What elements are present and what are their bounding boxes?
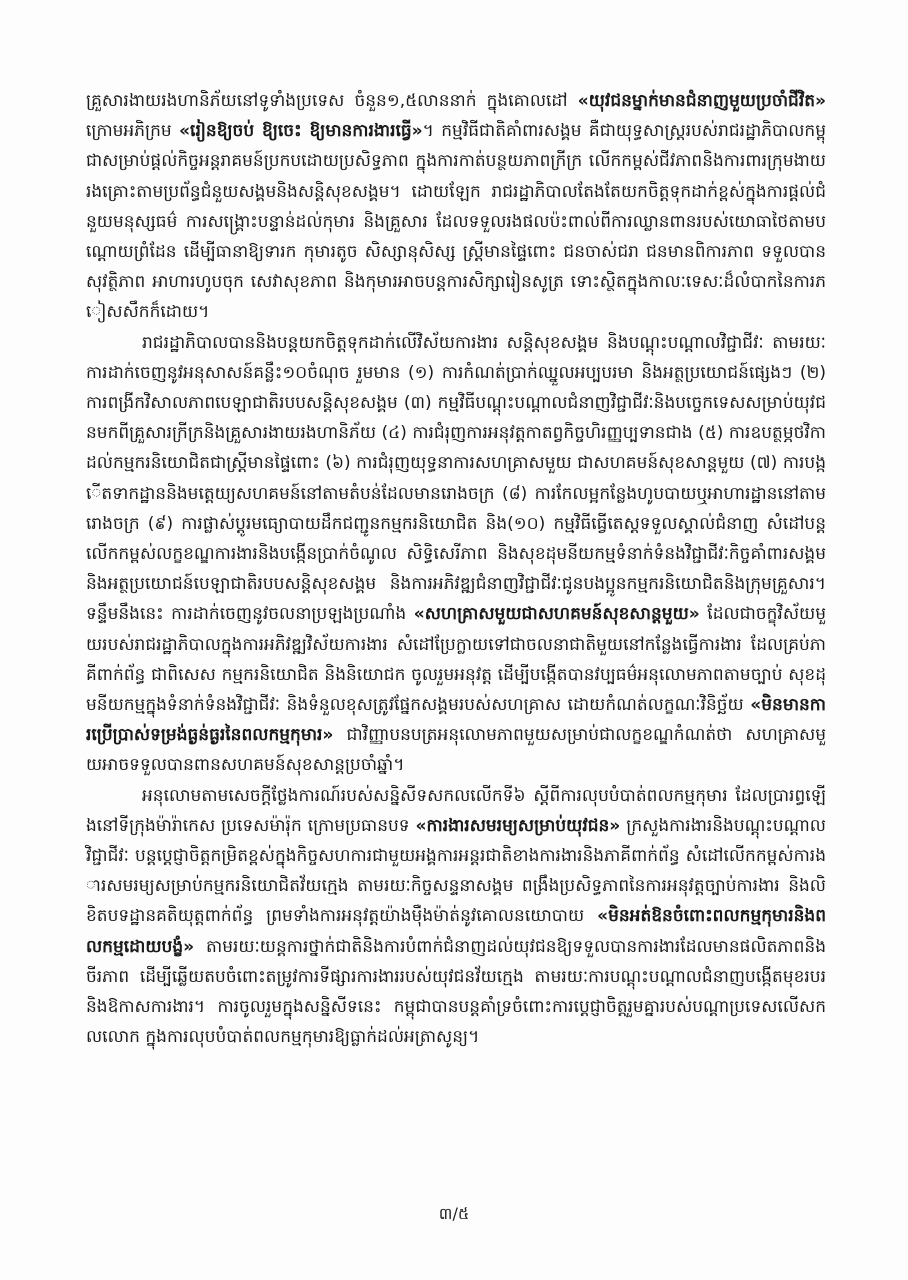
paragraph-text: តាមរយៈយន្តការថ្នាក់ជាតិនិងការបំពាក់ជំនាញដល់យុវជនឱ្យទទួលបានការងារដែលមានផលិតភាពនិងចីរភាព ដើម្បីឆ្លើយតបចំពោះតម្រូវការទីផ្សារការងាររបស់យុវជនវ័យក្មេង តាមរយៈការបណ្តុះបណ្តាលជំនាញបង្កើតមុខរបរនិងឱកាសការងារ។ ការចូលរួមក្នុងសន្និសីទនេះ កម្ពុជាបានបន្តគាំទ្រចំពោះការប្តេជ្ញាចិត្តរួមគ្នារបស់បណ្តាប្រទេសលើសកលលោក ក្នុងការលុបបំបាត់ពលកម្មកុមារឱ្យធ្លាក់ដល់អត្រាសូន្យ។ — [86, 936, 826, 1048]
bold-quote-no-child-labour: «មិនមានការប្រើប្រាស់ទម្រង់ធ្ងន់ធ្ងរនៃពលកម្មកុមារ» — [86, 695, 826, 746]
page-number: ៣/៥ — [438, 1204, 470, 1223]
paragraph-text: ។ កម្មវិធីជាតិគាំពារសង្គម គឺជាយុទ្ធសាស្ត្ររបស់រាជរដ្ឋាភិបាលកម្ពុជាសម្រាប់ផ្តល់កិច្ចអន្តរាគមន៍ប្រកបដោយប្រសិទ្ធភាព ក្នុងការកាត់បន្ថយភាពក្រីក្រ លើកកម្ពស់ជីវភាពនិងការពារក្រុមងាយរងគ្រោះតាមប្រព័ន្ធជំនួយសង្គមនិងសន្តិសុខសង្គម។ ដោយឡែក រាជរដ្ឋាភិបាលតែងតែយកចិត្តទុកដាក់ខ្ពស់ក្នុងការផ្តល់ជំនួយមនុស្សធម៌ ការសង្គ្រោះបន្ទាន់ដល់កុមារ និងគ្រួសារ ដែលទទួលរងផលប៉ះពាល់ពីការឈ្លានពានរបស់យោធាថៃតាមបណ្តោយព្រំដែន ដើម្បីធានាឱ្យទារក កុមារតូច សិស្សានុសិស្ស ស្ត្រីមានផ្ទៃពោះ ជនចាស់ជរា ជនមានពិការភាព ទទួលបានសុវត្ថិភាព អាហារហូបចុក សេវាសុខភាព និងកុមារអាចបន្តការសិក្សារៀនសូត្រ ទោះស្ថិតក្នុងកាលៈទេសៈដ៏លំបាកនៃការភៀសសឹកក៏ដោយ។ — [86, 121, 826, 323]
paragraph-text: ជាវិញ្ញាបនបត្រអនុលោមភាពមួយសម្រាប់ជាលក្ខខណ្ឌកំណត់ថា សហគ្រាសមួយអាចទទួលបានពានសហគមន៍សុខសាន្តប្រចាំឆ្នាំ។ — [86, 725, 826, 776]
bold-quote-decent-work-youth: «ការងារសមរម្យសម្រាប់យុវជន» — [415, 815, 621, 836]
bold-quote-lifelong-skill: «យុវជនម្នាក់មានជំនាញមួយប្រចាំជីវិត» — [577, 91, 826, 111]
paragraph-text: ដែលជាចក្ខុវិស័យមួយរបស់រាជរដ្ឋាភិបាលក្នុងការអភិវឌ្ឍវិស័យការងារ សំដៅប្រែក្លាយទៅជាចលនាជាតិមួយនៅកន្លែងធ្វើការងារ ដែលគ្រប់ភាគីពាក់ព័ន្ធ ជាពិសេស កម្មករនិយោជិត និងនិយោជក ចូលរួមអនុវត្ត ដើម្បីបង្កើតបានវប្បធម៌អនុលោមភាពតាមច្បាប់ សុខដុមនីយកម្មក្នុងទំនាក់ទំនងវិជ្ជាជីវៈ និងទំនួលខុសត្រូវផ្នែកសង្គមរបស់សហគ្រាស ដោយកំណត់លក្ខណៈវិនិច្ឆ័យ — [86, 604, 826, 716]
paragraph-text: គ្រួសារងាយរងហានិភ័យនៅទូទាំងប្រទេស ចំនួន១,៥លាននាក់ ក្នុងគោលដៅ — [86, 91, 578, 111]
bold-quote-learn-motto: «រៀនឱ្យចប់ ឱ្យចេះ ឱ្យមានការងារធ្វើ» — [179, 121, 423, 142]
paragraph-1 — [86, 86, 826, 328]
paragraph-3 — [86, 781, 826, 1053]
paragraph-text: រាជរដ្ឋាភិបាលបាននិងបន្តយកចិត្តទុកដាក់លើវិស័យការងារ សន្តិសុខសង្គម និងបណ្តុះបណ្តាលវិជ្ជាជីវៈ តាមរយៈការដាក់ចេញនូវអនុសាសន៍គន្លឹះ១០ចំណុច រួមមាន (១) ការកំណត់ប្រាក់ឈ្នួលអប្បបរមា និងអត្ថប្រយោជន៍ផ្សេងៗ (២) ការពង្រីកវិសាលភាពបេឡាជាតិរបបសន្តិសុខសង្គម (៣) កម្មវិធីបណ្តុះបណ្តាលជំនាញវិជ្ជាជីវៈនិងបច្ចេកទេសសម្រាប់យុវជនមកពីគ្រួសារក្រីក្រនិងគ្រួសារងាយរងហានិភ័យ (៤) ការជំរុញការអនុវត្តកាតព្វកិច្ចហិរញ្ញប្បទានជាង (៥) ការឧបត្ថម្ភថវិកាដល់កម្មករនិយោជិតជាស្ត្រីមានផ្ទៃពោះ (៦) ការជំរុញយុទ្ធនាការសហគ្រាសមួយ ជាសហគមន៍សុខសាន្តមួយ (៧) ការបង្កើតទាកដ្ឋាននិងមត្តេយ្យសហគមន៍នៅតាមតំបន់ដែលមានរោងចក្រ (៨) ការកែលម្អកន្លែងហូបបាយឬអាហារដ្ឋាននៅតាមរោងចក្រ (៩) ការផ្លាស់ប្តូរមធ្យោបាយដឹកជញ្ជូនកម្មករនិយោជិត និង(១០) កម្មវិធីធ្វើតេស្តទទួលស្គាល់ជំនាញ សំដៅបន្តលើកកម្ពស់លក្ខខណ្ឌការងារនិងបង្កើនប្រាក់ចំណូល សិទ្ធិសេរីភាព និងសុខដុមនីយកម្មទំនាក់ទំនងវិជ្ជាជីវៈកិច្ចគាំពារសង្គម និងអត្ថប្រយោជន៍បេឡាជាតិរបបសន្តិសុខសង្គម និងការអភិវឌ្ឍជំនាញវិជ្ជាជីវៈជូនបងប្អូនកម្មករនិយោជិតនិងក្រុមគ្រួសារ។ ទន្ទឹមនឹងនេះ ការដាក់ចេញនូវចលនាប្រឡងប្រណាំង — [86, 332, 826, 625]
paragraph-2 — [86, 328, 826, 781]
bold-quote-enterprise-community: «សហគ្រាសមួយជាសហគមន៍សុខសាន្តមួយ» — [413, 604, 700, 625]
paragraph-text: ក្រសួងការងារនិងបណ្តុះបណ្តាលវិជ្ជាជីវៈ បន្តប្តេជ្ញាចិត្តកម្រិតខ្ពស់ក្នុងកិច្ចសហការជាមួយអង្គការអន្តរជាតិខាងការងារនិងភាគីពាក់ព័ន្ធ សំដៅលើកកម្ពស់ការងារសមរម្យសម្រាប់កម្មករនិយោជិតវ័យក្មេង តាមរយៈកិច្ចសន្ទនាសង្គម ពង្រឹងប្រសិទ្ធភាពនៃការអនុវត្តច្បាប់ការងារ និងលិខិតបទដ្ឋានគតិយុត្តពាក់ព័ន្ធ ព្រមទាំងការអនុវត្តយ៉ាងម៉ឺងម៉ាត់នូវគោលនយោបាយ — [86, 815, 826, 927]
bold-quote-zero-tolerance: «មិនអត់ឱនចំពោះពលកម្មកុមារនិងពលកម្មដោយបង្ខំ» — [86, 906, 826, 957]
document-body — [86, 86, 826, 1053]
paragraph-text: អនុលោមតាមសេចក្តីថ្លែងការណ៍របស់សន្និសីទសកលលើកទី៦ ស្តីពីការលុបបំបាត់ពលកម្មកុមារ ដែលប្រារព្ធឡើងនៅទីក្រុងម៉ារ៉ាកេស ប្រទេសម៉ារ៉ុក ក្រោមប្រធានបទ — [86, 785, 826, 836]
paragraph-text: ក្រោមអភិក្រម — [86, 121, 180, 142]
